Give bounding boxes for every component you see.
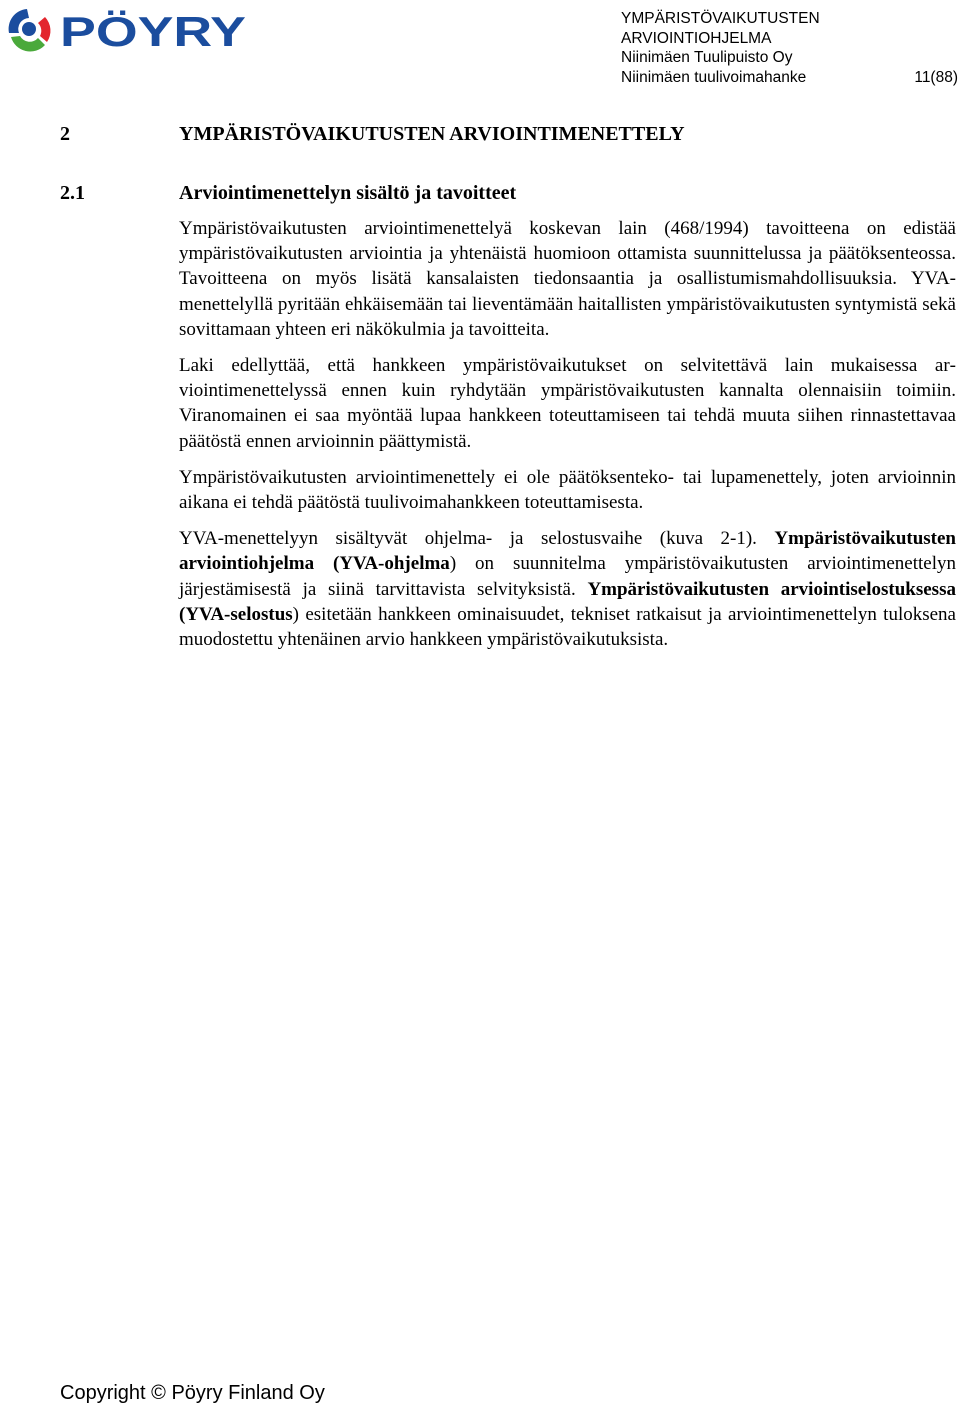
section-number: 2 [60,123,70,145]
header-company: Niinimäen Tuulipuisto Oy [621,49,793,66]
paragraph-4 [179,526,956,652]
subsection-heading [60,182,516,205]
paragraph-4-bold1: Ympäristövaikutusten arviointiohjelma (YVA-ohjelma [179,528,956,575]
poyry-logo [5,5,255,55]
logo-wordmark: PÖYRY [60,8,246,55]
logo-mark-red [38,17,50,42]
header-project: Niinimäen tuulivoimahanke [621,68,807,86]
paragraph-4-part3: ) esitetään hankkeen ominaisuudet, tekniset ratkaisut ja arviointimenettelyn tuloksena muodostettu yhtenäinen arvio hankkeen ympäristövaikutuksista. [179,603,956,651]
paragraph-1: Ympäristövaikutusten arviointimenettelyä koskevan lain (468/1994) tavoitteena on edistää ympäristövaikutusten arviointia ja yhtenäistä huomioon ottamista suunnittelussa ja päätöksenteossa. Tavoitteena on myös lisätä kansalaisten tiedonsaantia ja osallistumismahdollisuuksia. YVA-menettelyllä pyritään ehkäisemään tai lieventämään haitallisten ympäristövaikutusten syntymistä sekä sovittamaan yhteen eri näkökulmia ja tavoitteita. [179,218,956,340]
page-number: 11(88) [914,68,958,86]
section-title: YMPÄRISTÖVAIKUTUSTEN ARVIOINTIMENETTELY [179,123,685,145]
running-header [621,9,958,87]
subsection-title: Arviointimenettelyn sisältö ja tavoitteet [179,182,517,204]
paragraph-4-bold2: Ympäristövaikutusten arviointiselostuksessa (YVA-selostus [179,578,956,625]
subsection-number: 2.1 [60,182,85,204]
paragraph-2: Laki edellyttää, että hankkeen ympäristövaikutukset on selvitettävä lain mukaisessa arviointimenettelyssä ennen kuin ryhdytään ympäristövaikutusten kannalta olennaisiin toimiin. Viranomainen ei saa myöntää lupaa hankkeen toteuttamiseen tai tehdä muuta siihen rinnastettavaa päätöstä ennen arvioinnin päättymistä. [179,355,956,452]
body-text [179,216,956,663]
footer-copyright: Copyright © Pöyry Finland Oy [60,1382,325,1404]
paragraph-4-part1: YVA-menettelyyn sisältyvät ohjelma- ja selostusvaihe (kuva 2-1). [179,528,775,550]
logo-mark-green [11,36,45,52]
section-heading [60,123,685,146]
header-title-line1: YMPÄRISTÖVAIKUTUSTEN [621,10,820,27]
paragraph-4-part2: ) on suunnitelma ympäristövaikutusten arviointimenettelyn järjestämisestä ja siinä tarvittavista selvityksistä. [179,553,956,600]
header-title-line2: ARVIOINTIOHJELMA [621,29,772,47]
paragraph-3: Ympäristövaikutusten arviointimenettely ei ole päätöksenteko- tai lupamenettely, joten arvioinnin aikana ei tehdä päätöstä tuulivoimahankkeen toteuttamisesta. [179,466,956,514]
header-project-line [621,68,958,88]
